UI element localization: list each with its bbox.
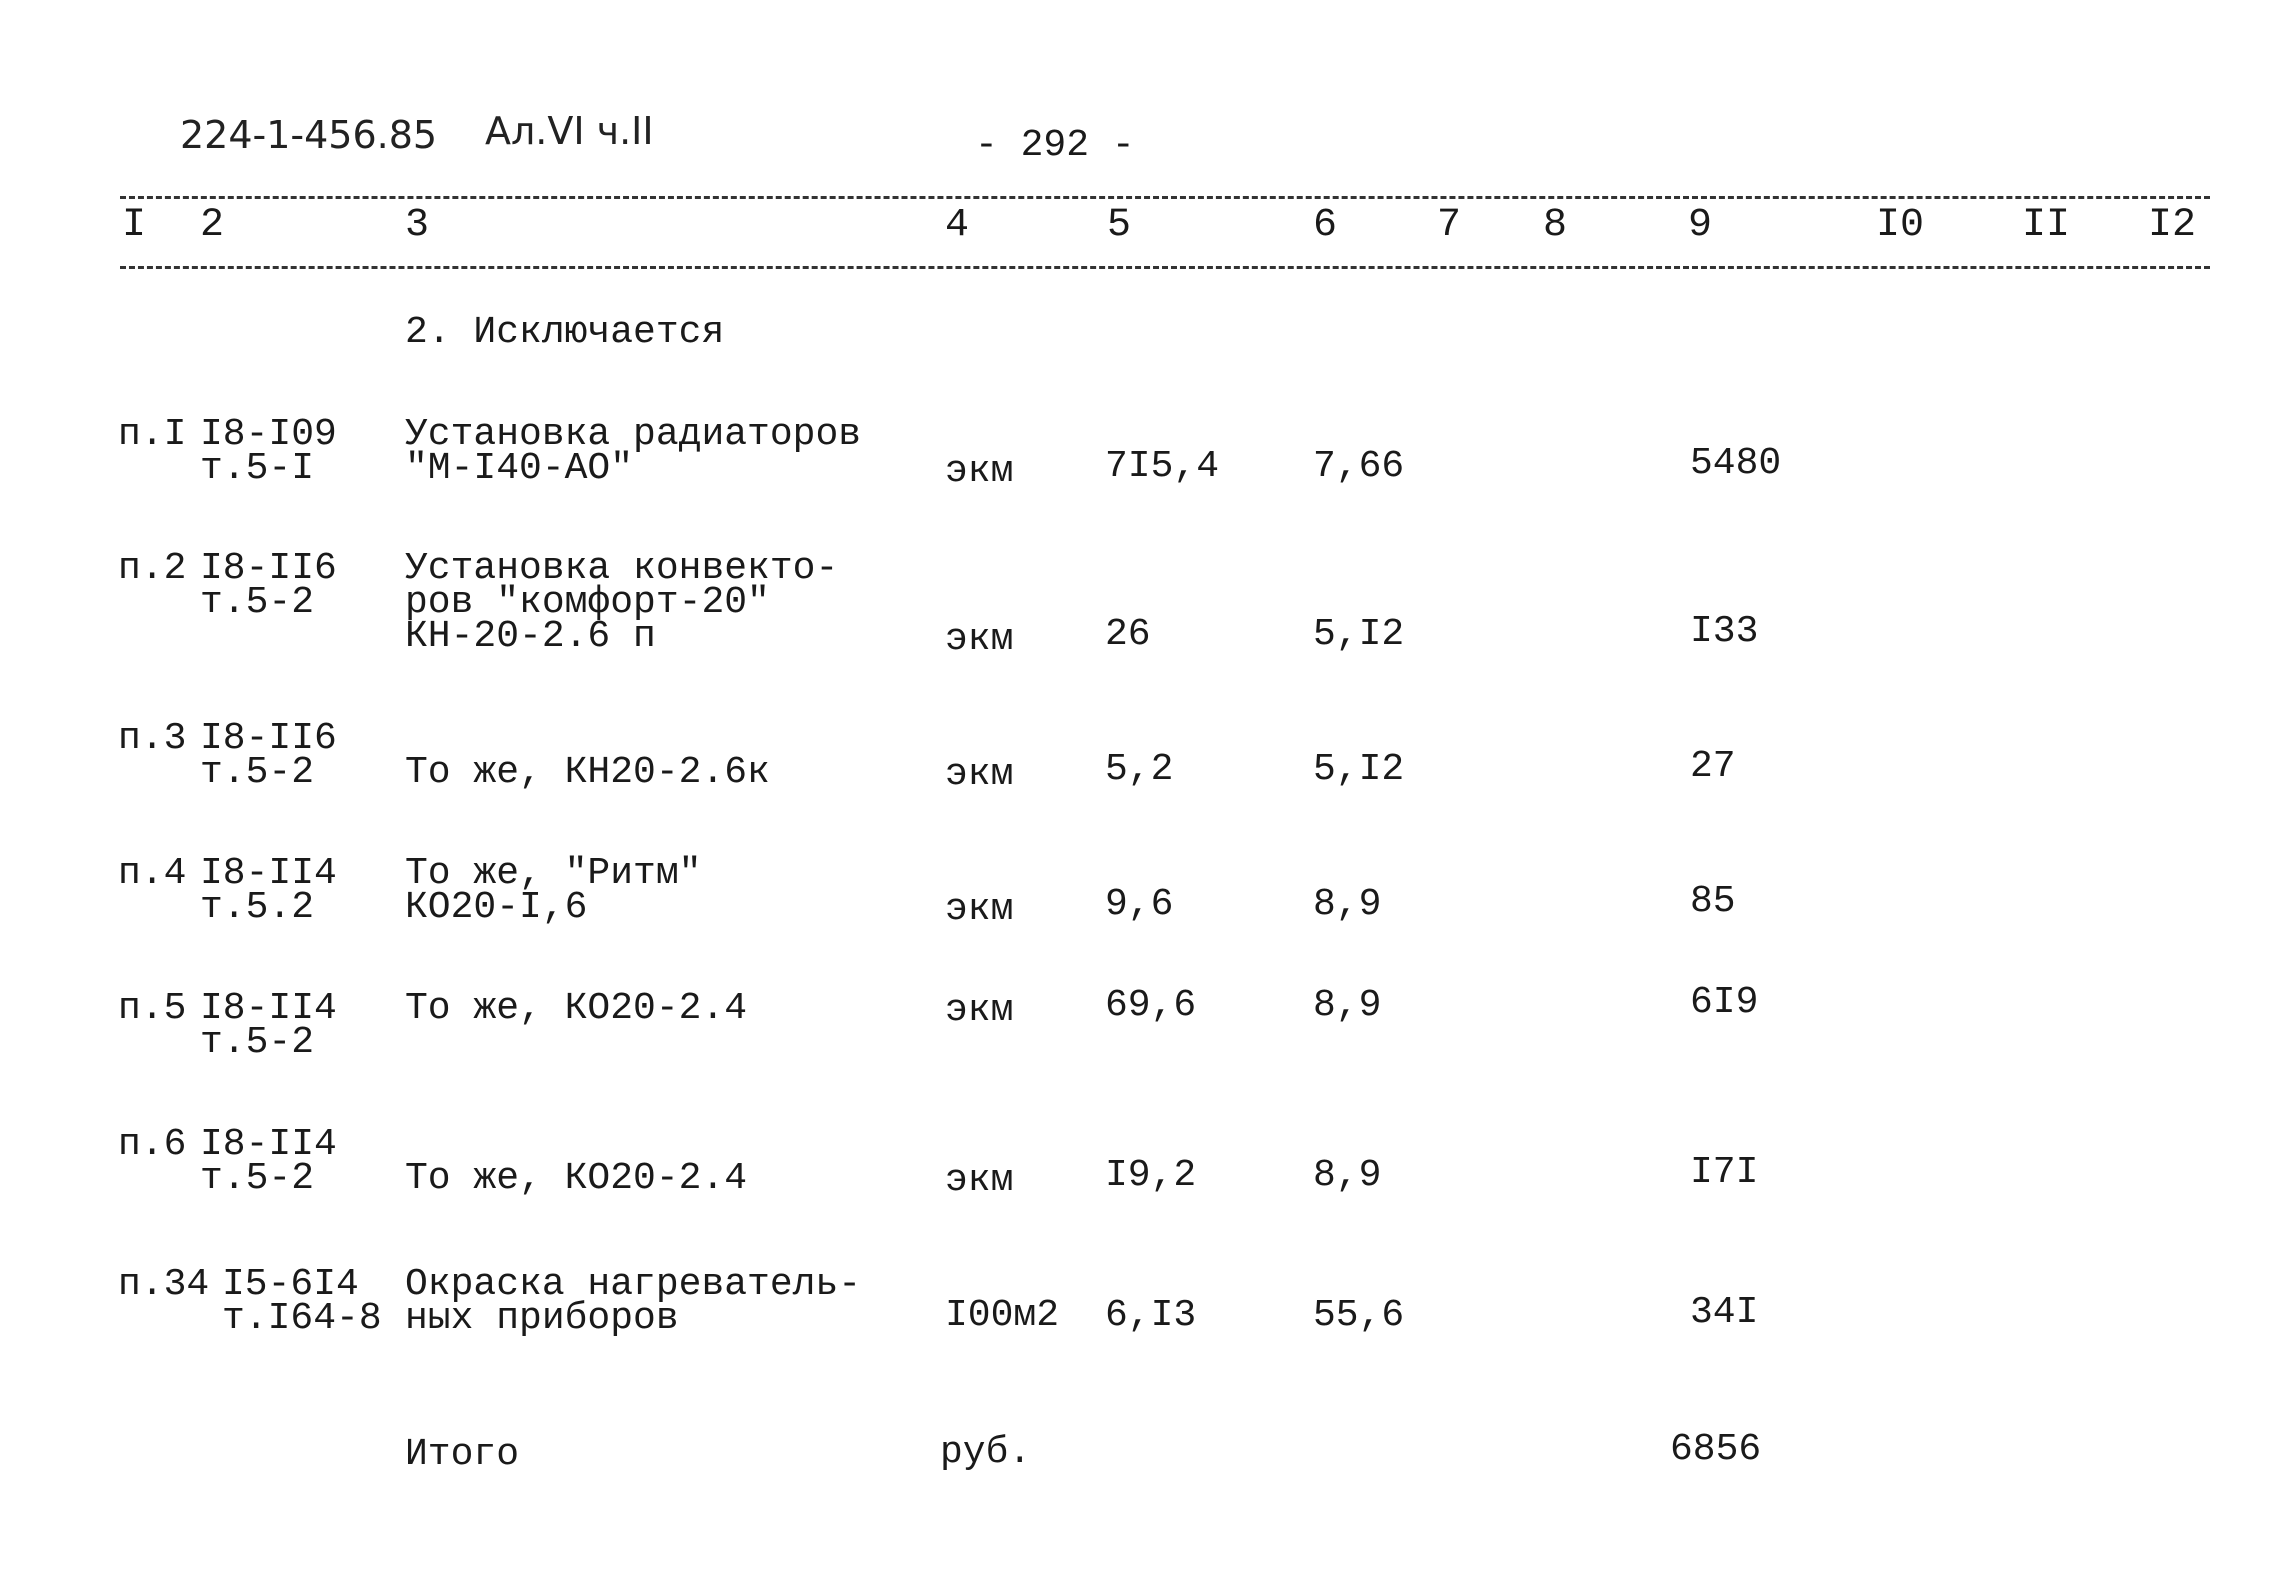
table-ref: т.I64-8 bbox=[222, 1297, 382, 1340]
column-number: 9 bbox=[1688, 203, 1713, 248]
description-line: КО20-I,6 bbox=[405, 886, 588, 929]
column-number: 4 bbox=[945, 203, 970, 248]
total-cost: I7I bbox=[1690, 1151, 1759, 1194]
norm-code: I8-I09 bbox=[200, 413, 337, 456]
description-line: То же, КН20-2.6к bbox=[405, 751, 770, 794]
table-ref: т.5-2 bbox=[200, 751, 315, 794]
unit: экм bbox=[945, 1159, 1014, 1202]
description-line: Установка конвекто- bbox=[405, 547, 839, 590]
quantity: 9,6 bbox=[1105, 883, 1174, 926]
norm-code: I5-6I4 bbox=[222, 1263, 359, 1306]
quantity: 5,2 bbox=[1105, 748, 1174, 791]
unit-price: 5,I2 bbox=[1313, 613, 1405, 656]
table-ref: т.5-2 bbox=[200, 1021, 315, 1064]
item-number: п.I bbox=[118, 413, 187, 456]
unit-price: 8,9 bbox=[1313, 984, 1382, 1027]
description-line: То же, КО20-2.4 bbox=[405, 987, 748, 1030]
unit: экм bbox=[945, 753, 1014, 796]
description-line: То же, "Ритм" bbox=[405, 852, 702, 895]
item-number: п.5 bbox=[118, 987, 187, 1030]
column-number: II bbox=[2022, 203, 2071, 248]
quantity: 7I5,4 bbox=[1105, 445, 1220, 488]
summary-label: Итого bbox=[405, 1433, 520, 1476]
total-cost: I33 bbox=[1690, 610, 1759, 653]
quantity: 6,I3 bbox=[1105, 1294, 1197, 1337]
norm-code: I8-II6 bbox=[200, 547, 337, 590]
description-line: "М-I40-АО" bbox=[405, 447, 634, 490]
description-line: Установка радиаторов bbox=[405, 413, 862, 456]
unit: экм bbox=[945, 618, 1014, 661]
unit-price: 8,9 bbox=[1313, 1154, 1382, 1197]
item-number: п.6 bbox=[118, 1123, 187, 1166]
norm-code: I8-II6 bbox=[200, 717, 337, 760]
column-number: 5 bbox=[1107, 203, 1132, 248]
item-number: п.4 bbox=[118, 852, 187, 895]
column-number: 6 bbox=[1313, 203, 1338, 248]
section-title: 2. Исключается bbox=[405, 311, 725, 354]
summary-total: 6856 bbox=[1670, 1428, 1762, 1471]
norm-code: I8-II4 bbox=[200, 852, 337, 895]
column-number: 7 bbox=[1437, 203, 1462, 248]
column-number: I0 bbox=[1876, 203, 1925, 248]
unit-price: 5,I2 bbox=[1313, 748, 1405, 791]
unit: экм bbox=[945, 888, 1014, 931]
column-number: I2 bbox=[2148, 203, 2197, 248]
page-number: - 292 - bbox=[975, 124, 1135, 167]
quantity: I9,2 bbox=[1105, 1154, 1197, 1197]
description-line: Окраска нагреватель- bbox=[405, 1263, 862, 1306]
description-line: ров "комфорт-20" bbox=[405, 581, 770, 624]
norm-code: I8-II4 bbox=[200, 1123, 337, 1166]
total-cost: 6I9 bbox=[1690, 981, 1759, 1024]
header-divider-top bbox=[120, 196, 2210, 199]
column-number: 8 bbox=[1543, 203, 1568, 248]
unit-price: 7,66 bbox=[1313, 445, 1405, 488]
table-ref: т.5-2 bbox=[200, 1157, 315, 1200]
total-cost: 5480 bbox=[1690, 442, 1782, 485]
unit-price: 55,6 bbox=[1313, 1294, 1405, 1337]
unit: I00м2 bbox=[945, 1294, 1060, 1337]
quantity: 69,6 bbox=[1105, 984, 1197, 1027]
table-ref: т.5-2 bbox=[200, 581, 315, 624]
column-number: 3 bbox=[405, 203, 430, 248]
doc-code: 224-1-456.85 bbox=[180, 113, 438, 157]
unit: экм bbox=[945, 450, 1014, 493]
item-number: п.3 bbox=[118, 717, 187, 760]
unit-price: 8,9 bbox=[1313, 883, 1382, 926]
total-cost: 27 bbox=[1690, 745, 1736, 788]
table-ref: т.5.2 bbox=[200, 886, 315, 929]
quantity: 26 bbox=[1105, 613, 1151, 656]
item-number: п.2 bbox=[118, 547, 187, 590]
header-divider-bottom bbox=[120, 266, 2210, 269]
description-line: КН-20-2.6 п bbox=[405, 615, 656, 658]
norm-code: I8-II4 bbox=[200, 987, 337, 1030]
column-number: 2 bbox=[200, 203, 225, 248]
total-cost: 34I bbox=[1690, 1291, 1759, 1334]
album-label: Ал.VI ч.II bbox=[485, 109, 654, 153]
column-number: I bbox=[122, 203, 147, 248]
item-number: п.34 bbox=[118, 1263, 210, 1306]
description-line: То же, КО20-2.4 bbox=[405, 1157, 748, 1200]
summary-unit: руб. bbox=[940, 1431, 1032, 1474]
table-ref: т.5-I bbox=[200, 447, 315, 490]
total-cost: 85 bbox=[1690, 880, 1736, 923]
unit: экм bbox=[945, 989, 1014, 1032]
description-line: ных приборов bbox=[405, 1297, 679, 1340]
